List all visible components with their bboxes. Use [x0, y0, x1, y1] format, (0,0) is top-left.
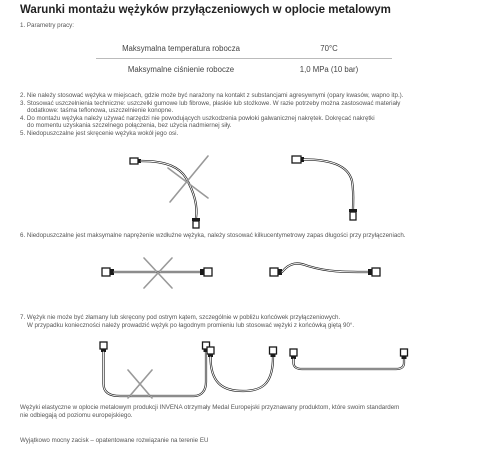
- hose-fitting: [350, 212, 356, 220]
- parameter-value: 70°C: [266, 38, 392, 59]
- footer-patent-text: [20, 437, 492, 445]
- note-3: 3. Stosować uszczelnienia techniczne: uszczelki gumowe lub fibrowe, płaskie lub stożkowe. W razie potrzeby można zastosować materiały: [20, 99, 401, 107]
- sharp-bend-wrong-illustration: [98, 340, 218, 400]
- notes-list: [20, 92, 492, 138]
- slack-hose-correct-illustration: [268, 256, 388, 296]
- note-3-continued: dodatkowe: taśma teflonowa, uszczelnienie konopne.: [27, 107, 174, 115]
- parameter-label: Maksymalne ciśnienie robocze: [127, 64, 235, 74]
- note-6: 6. Niedopuszczalne jest maksymalne naprężenie wzdłużne wężyka, należy stosować kilkucentymetrowy zapas długości przy przyłączeniach.: [20, 232, 406, 239]
- parameters-heading: 1. Parametry pracy:: [20, 22, 74, 29]
- cross-mark-icon: [128, 370, 152, 398]
- hose-fitting: [270, 268, 278, 276]
- page-title: Warunki montażu wężyków przyłączeniowych w oplocie metalowym: [20, 4, 391, 16]
- angled-fittings-correct-illustration: [288, 347, 413, 387]
- note-6-block: [20, 232, 492, 240]
- section-parameters-heading: [20, 22, 492, 30]
- footer-line: Wężyki elastyczne w oplocie metalowym produkcji INVENA otrzymały Medal Europejski przyznawany produktom, które swoim standardem: [20, 404, 400, 411]
- parameter-row: [96, 38, 392, 59]
- parameter-value: 1,0 MPa (10 bar): [299, 64, 359, 74]
- hose-fitting: [270, 347, 277, 354]
- note-2: 2. Nie należy stosować wężyka w miejscach, gdzie może być narażony na kontakt z substancjami agresywnymi (opary kwasów, wapno itp.).: [20, 92, 404, 99]
- note-7: 7. Wężyk nie może być złamany lub skręcony pod ostrym kątem, szczególnie w pobliżu końcówek przyłączeniowych.: [20, 314, 341, 321]
- hose-fitting: [401, 349, 408, 356]
- footer-line: Wyjątkowo mocny zacisk – opatentowane rozwiązanie na terenie EU: [20, 437, 209, 444]
- note-4: 4. Do montażu wężyka należy używać narzędzi nie powodujących uszkodzenia powłoki galwanicznej nakrętek. Dokręcać nakrętki: [20, 114, 375, 122]
- hose-fitting: [204, 268, 212, 276]
- hose-fitting: [102, 268, 110, 276]
- note-7-block: [20, 314, 492, 329]
- taut-hose-wrong-illustration: [100, 256, 220, 296]
- twisted-hose-wrong-illustration: [128, 150, 228, 230]
- hose-fitting: [130, 158, 138, 164]
- footer-line: nie odbiegają od poziomu europejskiego.: [20, 411, 133, 419]
- hose-fitting: [372, 268, 380, 276]
- cross-mark-icon: [168, 156, 208, 202]
- hose-fitting: [290, 349, 297, 356]
- note-4-continued: do momentu uzyskania szczelnego połączenia, bez użycia nadmiernej siły.: [27, 122, 232, 130]
- hose-fitting: [292, 156, 301, 163]
- parameter-row: [96, 59, 392, 80]
- note-5: 5. Niedopuszczalne jest skręcenie wężyka wokół jego osi.: [20, 129, 179, 137]
- bent-hose-correct-illustration: [290, 155, 370, 225]
- gentle-arc-correct-illustration: [205, 345, 285, 395]
- hose-drawing: [130, 158, 200, 228]
- footer-medal-text: [20, 404, 492, 419]
- hose-fitting: [207, 347, 214, 354]
- parameters-table: [96, 38, 392, 79]
- hose-fitting: [100, 342, 107, 349]
- hose-fitting: [193, 221, 199, 228]
- note-7-continued: W przypadku konieczności należy prowadzić wężyk po łagodnym promieniu lub stosować wężyki z końcówką giętą 90°.: [27, 321, 355, 329]
- parameter-label: Maksymalna temperatura robocza: [96, 38, 266, 59]
